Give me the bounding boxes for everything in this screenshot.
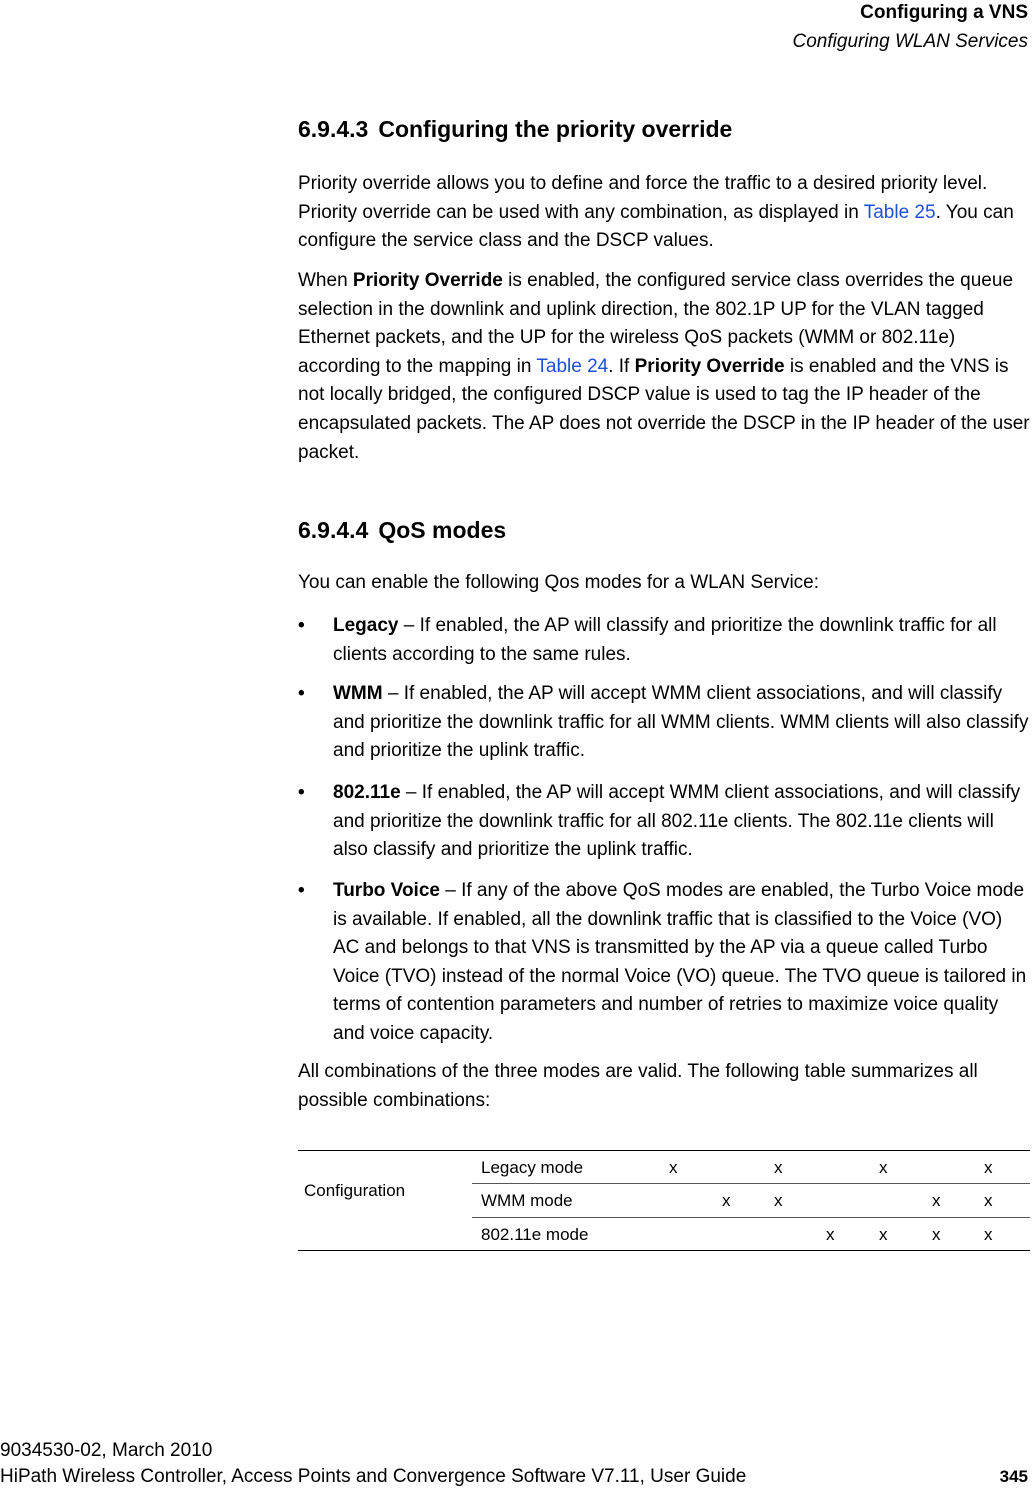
text-run: – If enabled, the AP will classify and prioritize the downlink traffic for all clients according to the same rules. — [333, 615, 997, 665]
text-run: Priority override allows you to define and force the traffic to a desired priority level. Priority override can be used with any combination, as displayed in — [298, 173, 988, 223]
table-cell: x — [774, 1191, 783, 1210]
text-run: is enabled, the configured service class overrides the queue selection in the downlink and uplink direction, the 802.1P UP for the VLAN tagged Ethernet packets, and the UP for the wireless QoS packets (WMM or 802.11e) according to the mapping in — [298, 270, 1014, 377]
table-row-label: WMM mode — [481, 1191, 573, 1210]
paragraph-qos-intro: You can enable the following Qos modes for a WLAN Service: — [298, 572, 820, 593]
list-item — [298, 779, 1030, 865]
bold-term: 802.11e — [333, 782, 401, 803]
bold-term: Turbo Voice — [333, 880, 440, 901]
table-cell: x — [774, 1158, 783, 1177]
table-cell: x — [984, 1158, 993, 1177]
text-run: – If enabled, the AP will accept WMM client associations, and will classify and prioritize the downlink traffic for all WMM clients. WMM clients will also classify and prioritize the uplink traffic. — [333, 683, 1029, 762]
bold-term: Priority Override — [352, 270, 503, 291]
table-cell: x — [984, 1191, 993, 1210]
section-title: QoS modes — [378, 517, 507, 543]
list-item — [298, 680, 1030, 766]
bullet-icon: • — [298, 683, 305, 704]
list-item — [298, 612, 1030, 669]
paragraph-priority-override — [298, 267, 1030, 467]
paragraph-priority-intro — [298, 170, 1030, 256]
section-heading-priority-override — [298, 116, 732, 143]
table-cell: x — [722, 1191, 731, 1210]
table-row-divider — [472, 1217, 1030, 1218]
table-group-label: Configuration — [304, 1181, 406, 1200]
text-run: When — [298, 270, 353, 291]
paragraph-combinations: All combinations of the three modes are valid. The following table summarizes all possible combinations: — [298, 1061, 978, 1111]
table-cell: x — [879, 1225, 888, 1244]
table-cell: x — [669, 1158, 678, 1177]
table-cell: x — [826, 1225, 835, 1244]
page-number: 345 — [999, 1467, 1028, 1486]
bullet-icon: • — [298, 615, 305, 636]
text-run: . You can configure the service class and the DSCP values. — [298, 201, 1014, 252]
footer-doc-title: HiPath Wireless Controller, Access Points and Convergence Software V7.11, User Guide — [0, 1466, 747, 1487]
footer-doc-id: 9034530-02, March 2010 — [0, 1440, 213, 1461]
table-row-label: 802.11e mode — [481, 1225, 589, 1244]
section-heading-qos-modes — [298, 517, 506, 544]
table-cell: x — [932, 1191, 941, 1210]
bold-term: Priority Override — [634, 355, 785, 377]
section-number: 6.9.4.4 — [298, 517, 369, 543]
running-header-subtitle: Configuring WLAN Services — [792, 31, 1028, 52]
bold-term: Legacy — [333, 615, 399, 636]
text-run: – If enabled, the AP will accept WMM client associations, and will classify and prioritize the downlink traffic for all 802.11e clients. The 802.11e clients will also classify and prioritize the uplink traffic. — [333, 782, 1021, 861]
list-item — [298, 877, 1030, 1049]
section-number: 6.9.4.3 — [298, 116, 369, 142]
text-run: – If any of the above QoS modes are enabled, the Turbo Voice mode is available. If enabled, all the downlink traffic that is classified to the Voice (VO) AC and belongs to that VNS is transmitted by the AP via a queue called Turbo Voice (TVO) instead of the normal Voice (VO) queue. The TVO queue is tailored in terms of contention parameters and number of retries to maximize voice quality and voice capacity. — [333, 880, 1027, 1044]
bold-term: WMM — [333, 683, 383, 704]
running-header-title: Configuring a VNS — [860, 2, 1028, 23]
table-cell: x — [984, 1225, 993, 1244]
table-row-label: Legacy mode — [481, 1158, 584, 1177]
table-24-link[interactable]: Table 24 — [536, 355, 609, 377]
bullet-icon: • — [298, 880, 305, 901]
text-run: . If — [608, 355, 635, 377]
table-cell: x — [879, 1158, 888, 1177]
table-cell: x — [932, 1225, 941, 1244]
bullet-icon: • — [298, 782, 305, 803]
section-title: Configuring the priority override — [378, 116, 733, 142]
table-25-link[interactable]: Table 25 — [863, 201, 936, 223]
text-run: is enabled and the VNS is not locally bridged, the configured DSCP value is used to tag the IP header of the encapsulated packets. The AP does not override the DSCP in the IP header of the user packet. — [298, 355, 1030, 463]
table-row-divider — [472, 1183, 1030, 1184]
table-bottom-rule — [298, 1250, 1030, 1251]
table-top-rule — [298, 1150, 1030, 1151]
